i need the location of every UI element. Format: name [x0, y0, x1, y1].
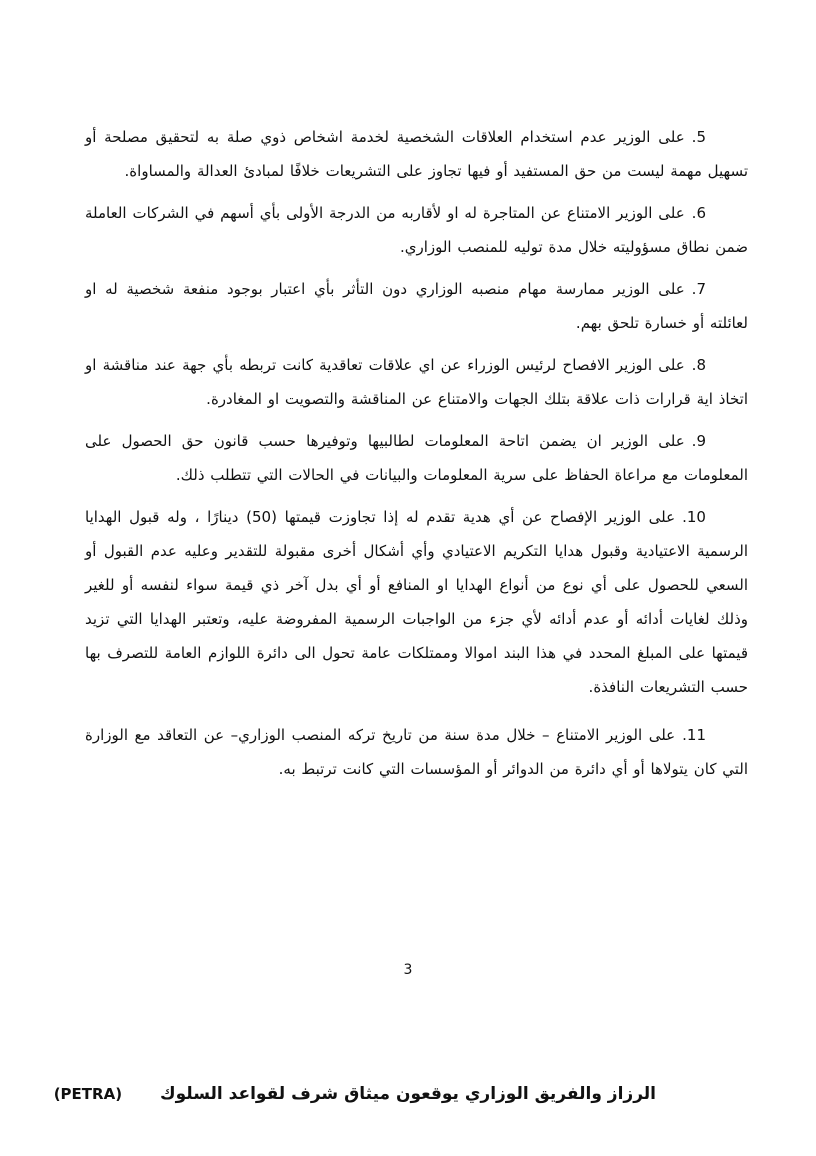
item-text: على الوزير عدم استخدام العلاقات الشخصية لخدمة اشخاص ذوي صلة به لتحقيق مصلحة أو تسهيل مهمة ليست من حق المستفيد أو فيها تجاوز على التشريعات خلافًا لمبادئ العدالة والمساواة.	[85, 128, 748, 180]
footer	[0, 1084, 656, 1104]
item-text: على الوزير الافصاح لرئيس الوزراء عن اي علاقات تعاقدية كانت تربطه بأي جهة عند مناقشة او اتخاذ اية قرارات ذات علاقة بتلك الجهات والامتناع عن المناقشة والتصويت او المغادرة.	[85, 356, 748, 408]
item-text: على الوزير الإفصاح عن أي هدية تقدم له إذا تجاوزت قيمتها (50) دينارًا ، وله قبول الهدايا الرسمية الاعتيادية وقبول هدايا التكريم الاعتيادي وأي أشكال أخرى مقبولة للتقدير وعليه عدم القبول أو السعي للحصول على أي نوع من أنواع الهدايا او المنافع أو أي بدل آخر ذي قيمة سواء لنفسه أو للغير وذلك لغايات أدائه أو عدم أدائه لأي جزء من الواجبات الرسمية المفروضة عليه، وتعتبر الهدايا التي تزيد قيمتها على المبلغ المحدد في هذا البند اموالا وممتلكات عامة تحول الى دائرة اللوازم العامة للتصرف بها حسب التشريعات النافذة.	[85, 508, 748, 696]
list-item	[85, 718, 748, 786]
item-number: 6.	[691, 204, 706, 222]
item-number: 7.	[691, 280, 706, 298]
list-item	[85, 348, 748, 416]
list-item	[85, 424, 748, 492]
list-item	[85, 196, 748, 264]
item-text: على الوزير ممارسة مهام منصبه الوزاري دون التأثر بأي اعتبار بوجود منفعة شخصية له او لعائلته أو خسارة تلحق بهم.	[85, 280, 748, 332]
list-item	[85, 272, 748, 340]
item-number: 10.	[682, 508, 706, 526]
page-number: 3	[403, 962, 413, 978]
item-number: 11.	[682, 726, 706, 744]
list-item	[85, 120, 748, 188]
item-text: على الوزير ان يضمن اتاحة المعلومات لطالبيها وتوفيرها حسب قانون حق الحصول على المعلومات مع مراعاة الحفاظ على سرية المعلومات والبيانات في الحالات التي تتطلب ذلك.	[85, 432, 748, 484]
news-agency-attribution: (PETRA)	[53, 1085, 123, 1103]
item-number: 9.	[691, 432, 706, 450]
list-item	[85, 500, 748, 704]
item-text: على الوزير الامتناع عن المتاجرة له او لأقاربه من الدرجة الأولى بأي أسهم في الشركات العاملة ضمن نطاق مسؤوليته خلال مدة توليه للمنصب الوزاري.	[85, 204, 748, 256]
item-number: 8.	[691, 356, 706, 374]
footer-headline: الرزاز والفريق الوزاري يوقعون ميثاق شرف لقواعد السلوك	[160, 1084, 656, 1104]
item-number: 5.	[691, 128, 706, 146]
numbered-list	[85, 120, 748, 794]
item-text: على الوزير الامتناع – خلال مدة سنة من تاريخ تركه المنصب الوزاري– عن التعاقد مع الوزارة التي كان يتولاها أو أي دائرة من الدوائر أو المؤسسات التي كانت ترتبط به.	[85, 726, 748, 778]
